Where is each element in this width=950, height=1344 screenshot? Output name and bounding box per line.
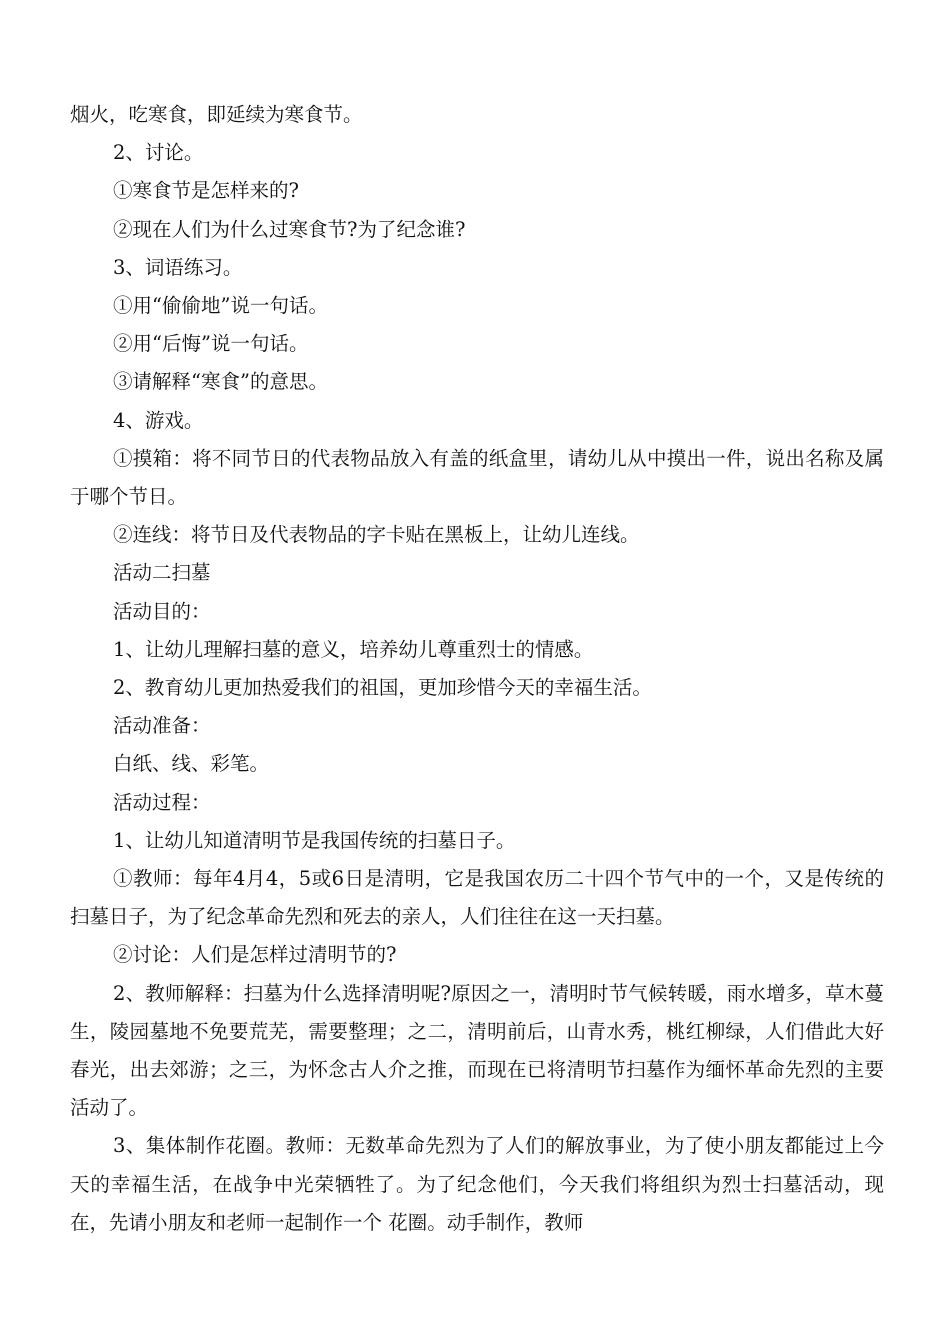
section-heading: 活动二扫墓 [113,561,211,585]
paragraph: 活动过程： [113,790,211,814]
paragraph: ②讨论：人们是怎样过清明节的? [113,943,397,967]
paragraph: 3、词语练习。 [113,255,243,279]
paragraph: 白纸、线、彩笔。 [113,752,270,776]
paragraph: 2、讨论。 [113,141,204,165]
paragraph: ①摸箱：将不同节日的代表物品放入有盖的纸盒里，请幼儿从中摸出一件，说出名称及属于哪个节日。 [70,446,884,509]
document-page [70,96,884,1242]
paragraph: ③请解释“寒食”的意思。 [113,370,328,394]
paragraph: 2、教师解释：扫墓为什么选择清明呢?原因之一，清明时节气候转暖，雨水增多，草木蔓生，陵园墓地不免要荒芜，需要整理；之二，清明前后，山青水秀，桃红柳绿，人们借此大好春光，出去郊游；之三，为怀念古人介之推，而现在已将清明节扫墓作为缅怀革命先烈的主要活动了。 [70,981,884,1120]
paragraph: 3、集体制作花圈。教师：无数革命先烈为了人们的解放事业，为了使小朋友都能过上今天的幸福生活，在战争中光荣牺牲了。为了纪念他们，今天我们将组织为烈士扫墓活动，现在，先请小朋友和老师一起制作一个 花圈。动手制作，教师 [70,1134,884,1234]
paragraph: 活动准备： [113,714,211,738]
paragraph: ①教师：每年4月4，5或6日是清明，它是我国农历二十四个节气中的一个，又是传统的扫墓日子，为了纪念革命先烈和死去的亲人，人们往往在这一天扫墓。 [70,867,884,929]
paragraph: ①寒食节是怎样来的? [113,179,299,203]
paragraph: 烟火，吃寒食，即延续为寒食节。 [70,103,363,126]
paragraph: 2、教育幼儿更加热爱我们的祖国，更加珍惜今天的幸福生活。 [113,676,652,700]
paragraph: ②现在人们为什么过寒食节?为了纪念谁? [113,217,466,241]
paragraph: ②连线：将节日及代表物品的字卡贴在黑板上，让幼儿连线。 [113,523,640,547]
paragraph: ②用“后悔”说一句话。 [113,332,309,356]
paragraph: 活动目的： [113,599,211,623]
paragraph: 1、让幼儿知道清明节是我国传统的扫墓日子。 [113,828,516,852]
paragraph: 1、让幼儿理解扫墓的意义，培养幼儿尊重烈士的情感。 [113,637,594,661]
paragraph: ①用“偷偷地”说一句话。 [113,294,328,318]
paragraph: 4、游戏。 [113,408,204,432]
